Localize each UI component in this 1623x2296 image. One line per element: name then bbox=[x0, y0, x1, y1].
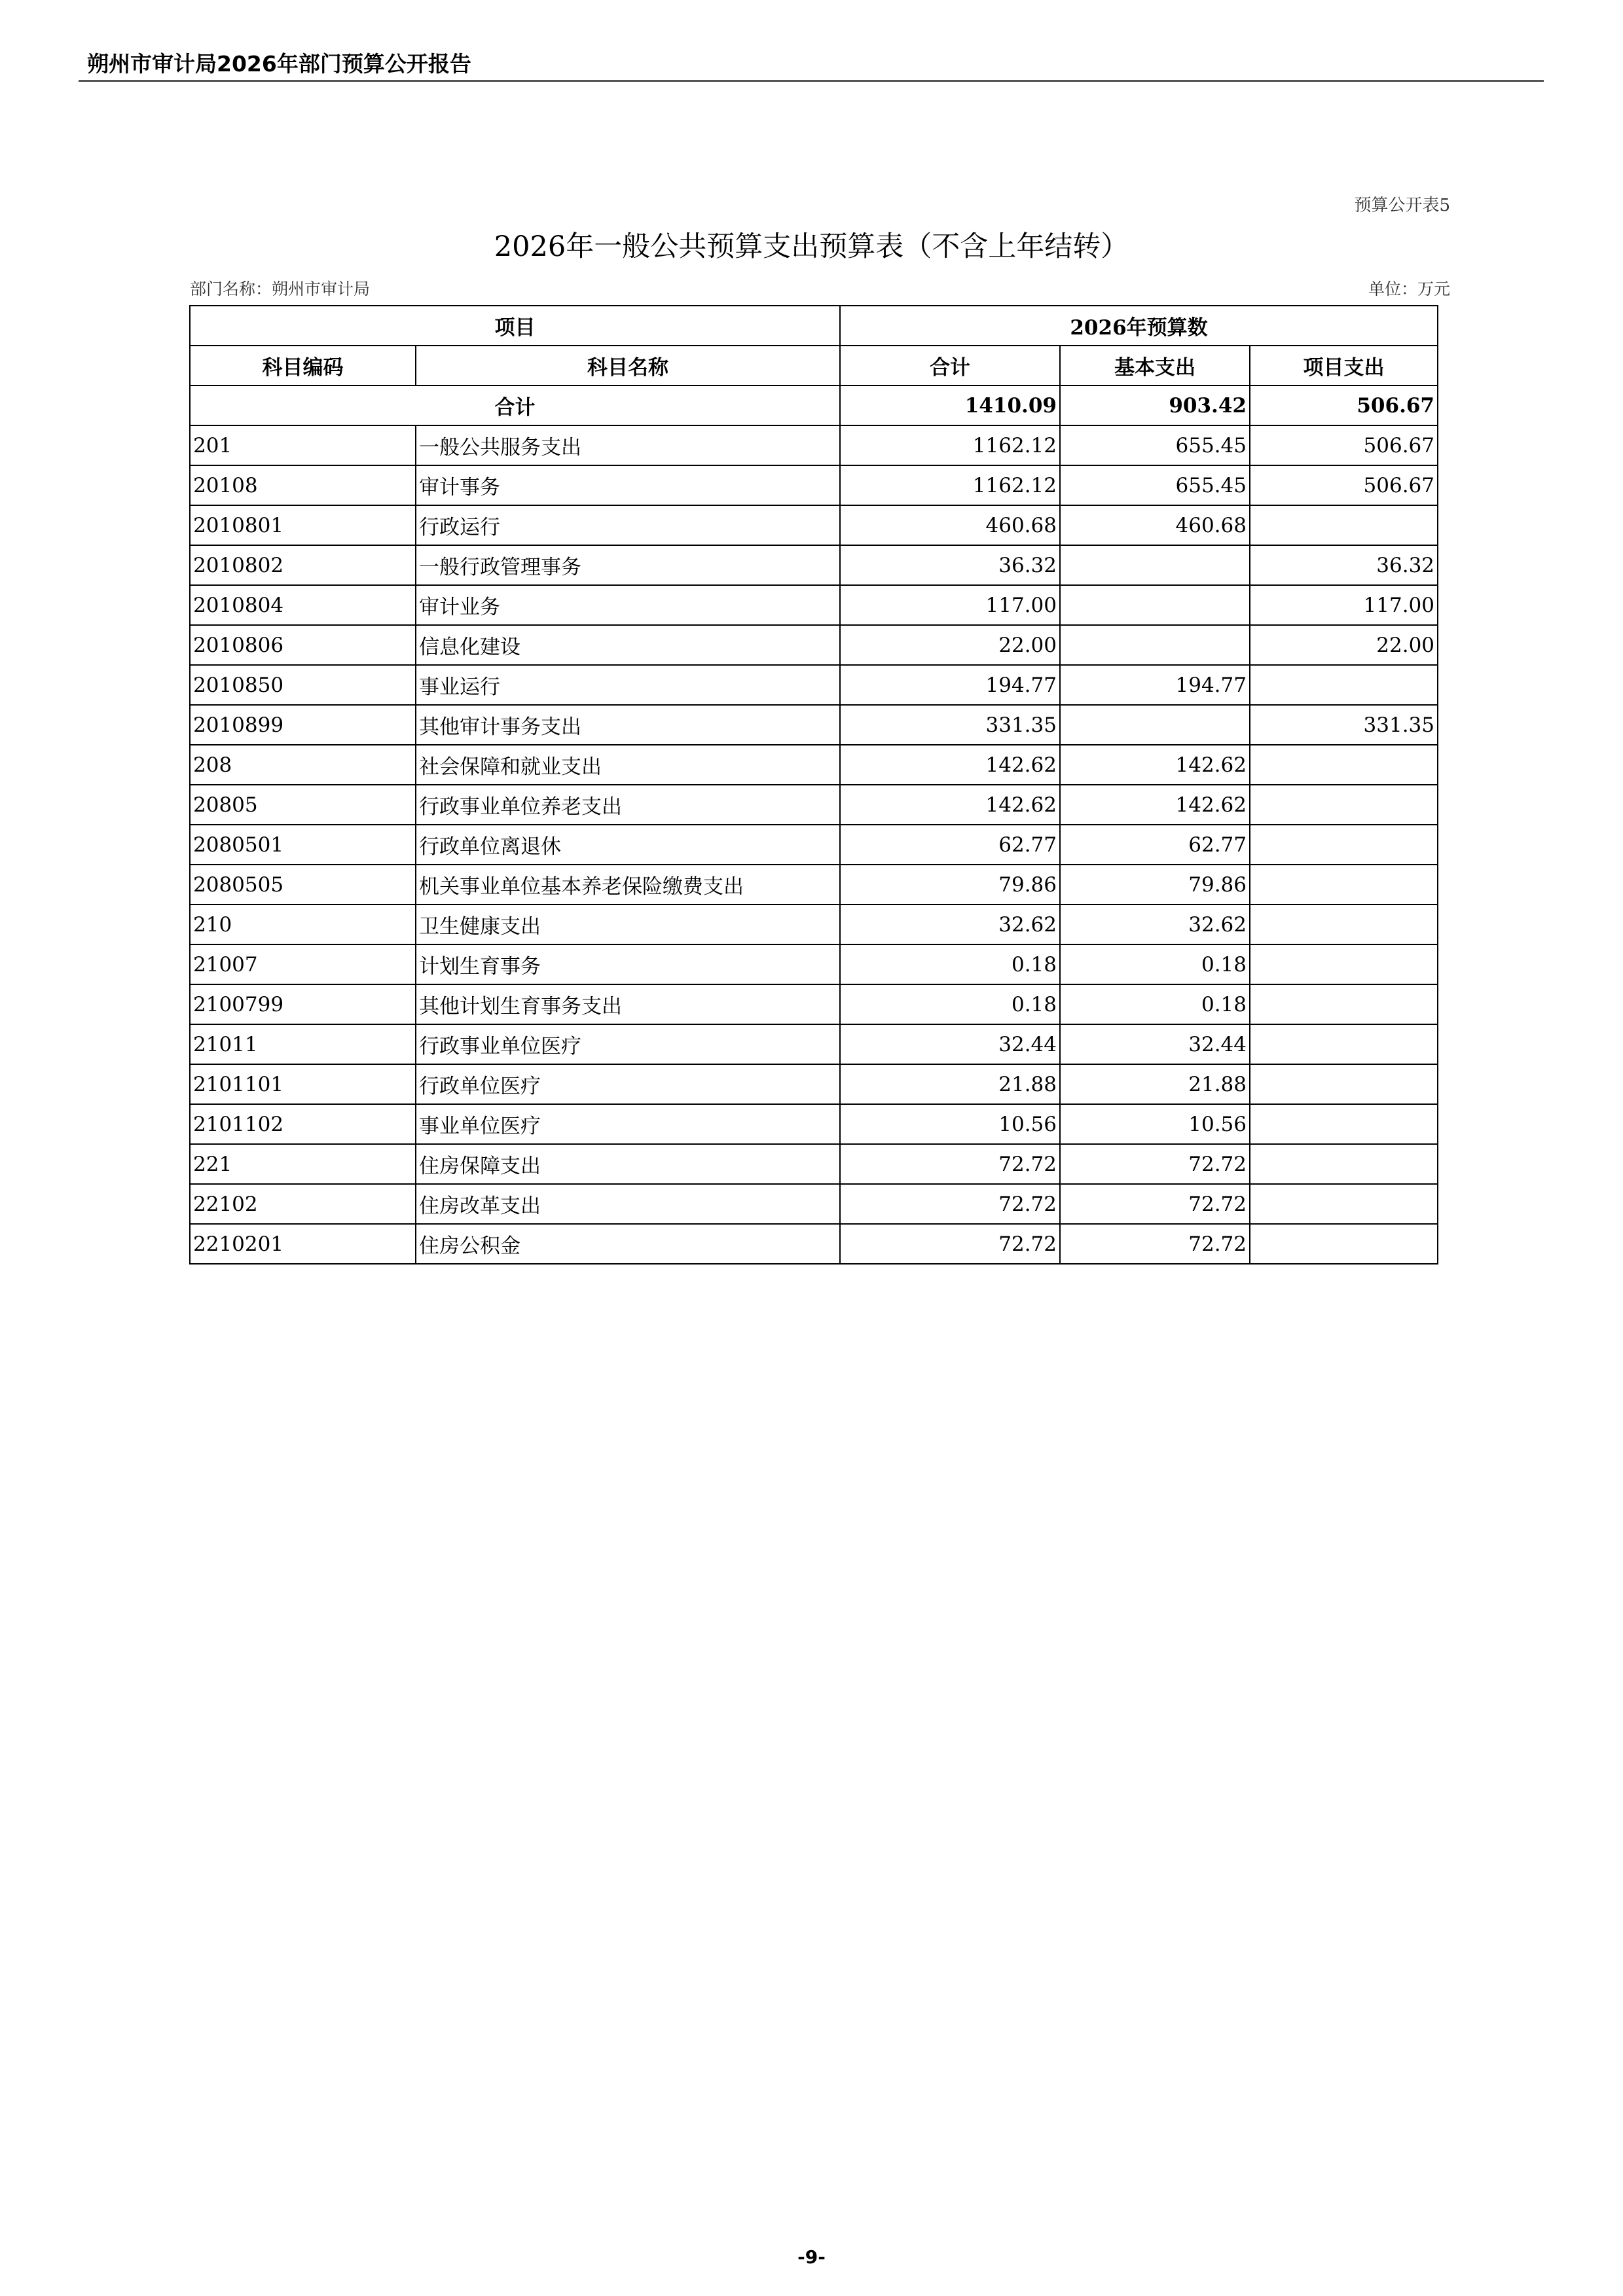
cell-code: 2010806 bbox=[190, 625, 416, 665]
cell-total: 0.18 bbox=[840, 984, 1060, 1024]
cell-code: 2010802 bbox=[190, 545, 416, 585]
cell-name: 信息化建设 bbox=[416, 625, 840, 665]
cell-name: 行政运行 bbox=[416, 505, 840, 545]
cell-code: 2010804 bbox=[190, 585, 416, 625]
cell-project: 506.67 bbox=[1250, 465, 1438, 505]
cell-code: 22102 bbox=[190, 1184, 416, 1224]
cell-code: 2010801 bbox=[190, 505, 416, 545]
cell-code: 210 bbox=[190, 905, 416, 944]
cell-code: 2101101 bbox=[190, 1064, 416, 1104]
cell-name: 行政事业单位医疗 bbox=[416, 1024, 840, 1064]
cell-basic: 79.86 bbox=[1060, 865, 1250, 905]
cell-name: 事业运行 bbox=[416, 665, 840, 705]
cell-total: 331.35 bbox=[840, 705, 1060, 745]
cell-code: 2210201 bbox=[190, 1224, 416, 1264]
cell-code: 20108 bbox=[190, 465, 416, 505]
cell-project bbox=[1250, 505, 1438, 545]
table-row bbox=[190, 984, 1438, 1024]
cell-total: 0.18 bbox=[840, 944, 1060, 984]
cell-basic: 460.68 bbox=[1060, 505, 1250, 545]
total-project: 506.67 bbox=[1250, 386, 1438, 425]
cell-project bbox=[1250, 665, 1438, 705]
cell-code: 2100799 bbox=[190, 984, 416, 1024]
cell-total: 117.00 bbox=[840, 585, 1060, 625]
table-row bbox=[190, 665, 1438, 705]
cell-project bbox=[1250, 984, 1438, 1024]
cell-code: 2080501 bbox=[190, 825, 416, 865]
total-basic: 903.42 bbox=[1060, 386, 1250, 425]
cell-code: 201 bbox=[190, 425, 416, 465]
cell-code: 221 bbox=[190, 1144, 416, 1184]
cell-total: 194.77 bbox=[840, 665, 1060, 705]
cell-name: 其他审计事务支出 bbox=[416, 705, 840, 745]
cell-total: 62.77 bbox=[840, 825, 1060, 865]
cell-code: 2010899 bbox=[190, 705, 416, 745]
cell-basic bbox=[1060, 545, 1250, 585]
cell-project bbox=[1250, 1024, 1438, 1064]
cell-basic: 32.44 bbox=[1060, 1024, 1250, 1064]
cell-project bbox=[1250, 1064, 1438, 1104]
table-row bbox=[190, 1224, 1438, 1264]
table-row bbox=[190, 705, 1438, 745]
cell-name: 一般行政管理事务 bbox=[416, 545, 840, 585]
table-row bbox=[190, 1064, 1438, 1104]
header-row-columns bbox=[190, 346, 1438, 386]
cell-name: 事业单位医疗 bbox=[416, 1104, 840, 1144]
header-total: 合计 bbox=[840, 346, 1060, 386]
cell-name: 住房保障支出 bbox=[416, 1144, 840, 1184]
table-row bbox=[190, 425, 1438, 465]
cell-basic: 72.72 bbox=[1060, 1184, 1250, 1224]
cell-total: 36.32 bbox=[840, 545, 1060, 585]
table-row bbox=[190, 1024, 1438, 1064]
cell-project bbox=[1250, 865, 1438, 905]
cell-name: 计划生育事务 bbox=[416, 944, 840, 984]
cell-name: 住房公积金 bbox=[416, 1224, 840, 1264]
header-budget: 2026年预算数 bbox=[840, 306, 1438, 346]
cell-total: 142.62 bbox=[840, 785, 1060, 825]
cell-total: 32.44 bbox=[840, 1024, 1060, 1064]
cell-project bbox=[1250, 1224, 1438, 1264]
cell-project: 22.00 bbox=[1250, 625, 1438, 665]
table-row bbox=[190, 745, 1438, 785]
cell-code: 208 bbox=[190, 745, 416, 785]
cell-name: 其他计划生育事务支出 bbox=[416, 984, 840, 1024]
cell-project bbox=[1250, 785, 1438, 825]
department-name: 部门名称：朔州市审计局 bbox=[190, 279, 371, 298]
cell-code: 21011 bbox=[190, 1024, 416, 1064]
cell-basic: 194.77 bbox=[1060, 665, 1250, 705]
cell-total: 72.72 bbox=[840, 1184, 1060, 1224]
cell-name: 一般公共服务支出 bbox=[416, 425, 840, 465]
cell-project bbox=[1250, 825, 1438, 865]
cell-total: 1162.12 bbox=[840, 425, 1060, 465]
cell-project: 506.67 bbox=[1250, 425, 1438, 465]
header-item: 项目 bbox=[190, 306, 840, 346]
table-row bbox=[190, 785, 1438, 825]
cell-basic bbox=[1060, 625, 1250, 665]
cell-name: 审计业务 bbox=[416, 585, 840, 625]
cell-total: 22.00 bbox=[840, 625, 1060, 665]
cell-name: 行政单位离退休 bbox=[416, 825, 840, 865]
cell-total: 79.86 bbox=[840, 865, 1060, 905]
cell-basic: 655.45 bbox=[1060, 425, 1250, 465]
table-row bbox=[190, 1104, 1438, 1144]
header-code: 科目编码 bbox=[190, 346, 416, 386]
page-number: -9- bbox=[797, 2246, 826, 2268]
header-row-group bbox=[190, 306, 1438, 346]
cell-basic: 142.62 bbox=[1060, 785, 1250, 825]
table-row bbox=[190, 865, 1438, 905]
cell-name: 社会保障和就业支出 bbox=[416, 745, 840, 785]
cell-basic bbox=[1060, 585, 1250, 625]
cell-name: 行政事业单位养老支出 bbox=[416, 785, 840, 825]
table-row bbox=[190, 1144, 1438, 1184]
cell-basic: 10.56 bbox=[1060, 1104, 1250, 1144]
total-row bbox=[190, 386, 1438, 425]
cell-name: 审计事务 bbox=[416, 465, 840, 505]
cell-total: 1162.12 bbox=[840, 465, 1060, 505]
unit-label: 单位：万元 bbox=[1368, 279, 1450, 298]
table-row bbox=[190, 944, 1438, 984]
cell-code: 2010850 bbox=[190, 665, 416, 705]
cell-basic: 72.72 bbox=[1060, 1224, 1250, 1264]
cell-name: 卫生健康支出 bbox=[416, 905, 840, 944]
cell-project: 331.35 bbox=[1250, 705, 1438, 745]
table-label: 预算公开表5 bbox=[1354, 196, 1450, 215]
cell-project bbox=[1250, 1184, 1438, 1224]
cell-project bbox=[1250, 745, 1438, 785]
table-row bbox=[190, 585, 1438, 625]
header-name: 科目名称 bbox=[416, 346, 840, 386]
cell-project: 36.32 bbox=[1250, 545, 1438, 585]
table-row bbox=[190, 465, 1438, 505]
total-sum: 1410.09 bbox=[840, 386, 1060, 425]
table-row bbox=[190, 625, 1438, 665]
table-row bbox=[190, 1184, 1438, 1224]
cell-project bbox=[1250, 944, 1438, 984]
cell-code: 20805 bbox=[190, 785, 416, 825]
cell-basic: 21.88 bbox=[1060, 1064, 1250, 1104]
cell-basic: 0.18 bbox=[1060, 984, 1250, 1024]
table-row bbox=[190, 545, 1438, 585]
table-row bbox=[190, 905, 1438, 944]
cell-project bbox=[1250, 1144, 1438, 1184]
header-rule bbox=[79, 80, 1544, 82]
table-row bbox=[190, 505, 1438, 545]
cell-total: 72.72 bbox=[840, 1144, 1060, 1184]
budget-table bbox=[189, 305, 1438, 1265]
cell-basic: 0.18 bbox=[1060, 944, 1250, 984]
cell-basic: 655.45 bbox=[1060, 465, 1250, 505]
running-header: 朔州市审计局2026年部门预算公开报告 bbox=[87, 51, 471, 77]
cell-basic: 62.77 bbox=[1060, 825, 1250, 865]
cell-total: 10.56 bbox=[840, 1104, 1060, 1144]
cell-basic: 72.72 bbox=[1060, 1144, 1250, 1184]
cell-name: 机关事业单位基本养老保险缴费支出 bbox=[416, 865, 840, 905]
cell-total: 460.68 bbox=[840, 505, 1060, 545]
header-project: 项目支出 bbox=[1250, 346, 1438, 386]
header-basic: 基本支出 bbox=[1060, 346, 1250, 386]
cell-total: 142.62 bbox=[840, 745, 1060, 785]
cell-project: 117.00 bbox=[1250, 585, 1438, 625]
cell-project bbox=[1250, 1104, 1438, 1144]
cell-basic: 142.62 bbox=[1060, 745, 1250, 785]
cell-total: 21.88 bbox=[840, 1064, 1060, 1104]
cell-basic: 32.62 bbox=[1060, 905, 1250, 944]
cell-name: 住房改革支出 bbox=[416, 1184, 840, 1224]
total-label: 合计 bbox=[190, 386, 840, 425]
cell-total: 72.72 bbox=[840, 1224, 1060, 1264]
cell-code: 2101102 bbox=[190, 1104, 416, 1144]
cell-name: 行政单位医疗 bbox=[416, 1064, 840, 1104]
table-title: 2026年一般公共预算支出预算表（不含上年结转） bbox=[494, 230, 1129, 263]
table-row bbox=[190, 825, 1438, 865]
cell-basic bbox=[1060, 705, 1250, 745]
cell-project bbox=[1250, 905, 1438, 944]
cell-code: 2080505 bbox=[190, 865, 416, 905]
cell-total: 32.62 bbox=[840, 905, 1060, 944]
cell-code: 21007 bbox=[190, 944, 416, 984]
